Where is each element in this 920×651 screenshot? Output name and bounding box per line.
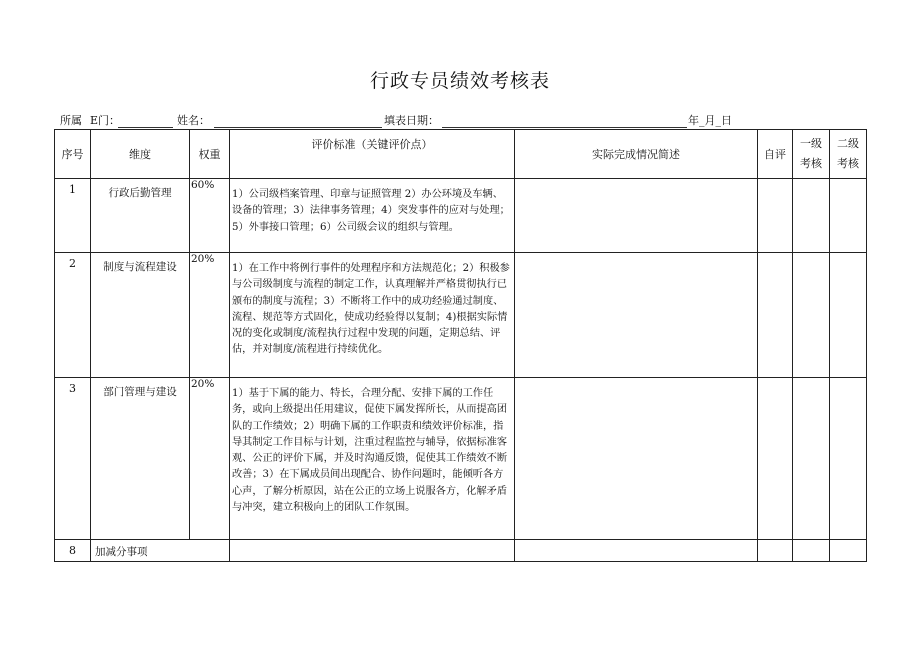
info-dept-prefix: 所属 xyxy=(60,114,82,127)
header-level1-line2: 考核 xyxy=(800,157,822,170)
extra-self-cell[interactable] xyxy=(758,540,793,562)
table-row-extra xyxy=(55,540,867,562)
dept-input-line[interactable] xyxy=(118,127,173,128)
header-criteria: 评价标准（关键评价点） xyxy=(230,130,515,179)
row-actual-cell[interactable] xyxy=(515,179,758,253)
evaluation-table xyxy=(54,129,867,562)
info-date-suffix: 年_月_日 xyxy=(688,114,732,127)
row-level2-cell[interactable] xyxy=(830,179,867,253)
table-row xyxy=(55,253,867,378)
header-seq: 序号 xyxy=(55,130,91,179)
extra-label: 加减分事项 xyxy=(91,540,230,562)
row-dimension: 行政后勤管理 xyxy=(91,179,190,253)
header-actual: 实际完成情况简述 xyxy=(515,130,758,179)
row-weight: 20% xyxy=(190,253,230,378)
row-level1-cell[interactable] xyxy=(793,378,830,540)
table-row xyxy=(55,179,867,253)
row-level2-cell[interactable] xyxy=(830,253,867,378)
extra-criteria-cell[interactable] xyxy=(230,540,515,562)
extra-level1-cell[interactable] xyxy=(793,540,830,562)
header-level1-line1: 一级 xyxy=(800,137,822,150)
extra-actual-cell[interactable] xyxy=(515,540,758,562)
row-self-cell[interactable] xyxy=(758,378,793,540)
row-level1-cell[interactable] xyxy=(793,179,830,253)
row-criteria: 1）在工作中将例行事件的处理程序和方法规范化；2）积极参与公司级制度与流程的制定工作，认真理解并严格贯彻执行已颁布的制度与流程；3）不断将工作中的成功经验通过制度、流程、规范等方式固化，使成功经验得以复制；4)根据实际情况的变化或制度/流程执行过程中发现的问题，定期总结、评估，并对制度/流程进行持续优化。 xyxy=(230,253,515,378)
row-seq: 3 xyxy=(55,378,91,540)
name-input-line[interactable] xyxy=(214,127,382,128)
row-dimension: 制度与流程建设 xyxy=(91,253,190,378)
row-level1-cell[interactable] xyxy=(793,253,830,378)
row-level2-cell[interactable] xyxy=(830,378,867,540)
row-actual-cell[interactable] xyxy=(515,378,758,540)
header-weight: 权重 xyxy=(190,130,230,179)
row-actual-cell[interactable] xyxy=(515,253,758,378)
header-level2-line1: 二级 xyxy=(837,137,859,150)
header-level2-line2: 考核 xyxy=(837,157,859,170)
row-criteria: 1）基于下属的能力、特长，合理分配、安排下属的工作任务，或向上级提出任用建议，促使下属发挥所长，从而提高团队的工作绩效；2）明确下属的工作职责和绩效评价标准，指导其制定工作目标与计划，注重过程监控与辅导，依据标准客观、公正的评价下属，并及时沟通反馈，促使其工作绩效不断改善；3）在下属成员间出现配合、协作问题时，能倾听各方心声，了解分析原因，站在公正的立场上说服各方，化解矛盾与冲突，建立积极向上的团队工作氛围。 xyxy=(230,378,515,540)
info-dept-label: E门： xyxy=(90,114,121,127)
row-self-cell[interactable] xyxy=(758,179,793,253)
extra-level2-cell[interactable] xyxy=(830,540,867,562)
header-level1 xyxy=(793,130,830,179)
row-seq: 2 xyxy=(55,253,91,378)
header-self: 自评 xyxy=(758,130,793,179)
row-weight: 20% xyxy=(190,378,230,540)
row-seq: 1 xyxy=(55,179,91,253)
page-title: 行政专员绩效考核表 xyxy=(369,70,550,92)
date-input-line[interactable] xyxy=(442,127,687,128)
row-weight: 60% xyxy=(190,179,230,253)
table-row xyxy=(55,378,867,540)
header-row xyxy=(55,130,867,179)
header-dimension: 维度 xyxy=(91,130,190,179)
row-dimension: 部门管理与建设 xyxy=(91,378,190,540)
header-level2 xyxy=(830,130,867,179)
row-criteria: 1）公司级档案管理、印章与证照管理 2）办公环境及车辆、设备的管理；3）法律事务管理；4）突发事件的应对与处理；5）外事接口管理；6）公司级会议的组织与管理。 xyxy=(230,179,515,253)
extra-seq: 8 xyxy=(55,540,91,562)
info-name-label: 姓名： xyxy=(177,114,210,127)
info-date-label: 填表日期： xyxy=(384,114,439,127)
row-self-cell[interactable] xyxy=(758,253,793,378)
